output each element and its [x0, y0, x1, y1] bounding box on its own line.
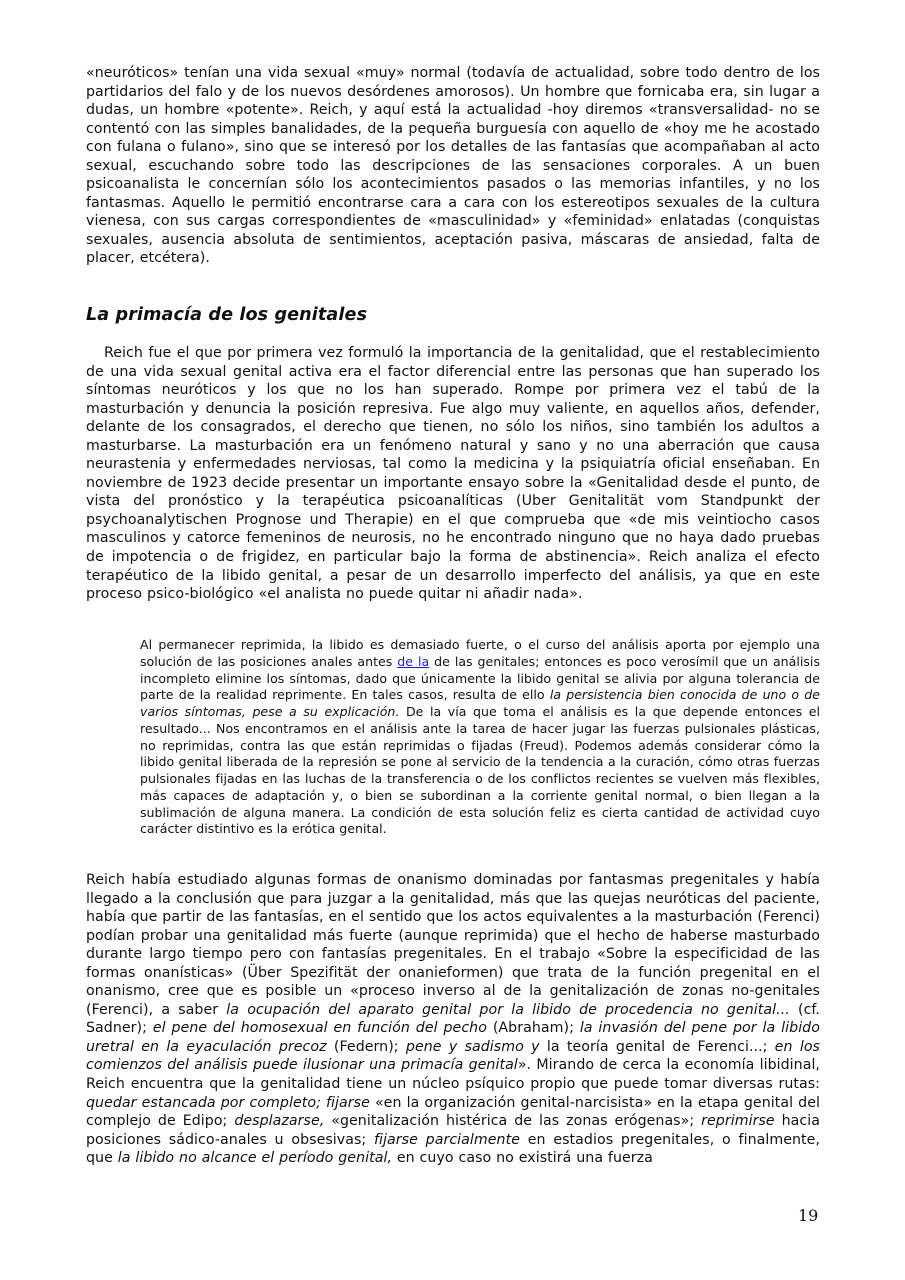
italic-segment: en los comienzos del análisis puede ilusionar una primacía genital [86, 1038, 820, 1074]
quote-text-end: De la vía que toma el análisis es la que depende entonces el resultado... Nos encontramos en el análisis ante la tarea de hacer jugar las fuerzas pulsionales plásticas, no reprimidas, contra las que están reprimidas o fijadas (Freud). Podemos además considerar cómo la libido genital liberada de la represión se pone al servicio de la tendencia a la curación, cómo otras fuerzas pulsionales fijadas en las luchas de la transferencia o de los conflictos recientes se vuelven más flexibles, más capaces de adaptación y, o bien se subordinan a la corriente genital normal, o bien llegan a la sublimación de alguna manera. La condición de esta solución feliz es cierta cantidad de actividad cuyo carácter distintivo es la erótica genital. [140, 704, 820, 837]
quote-text-after-link: de las genitales; entonces es poco verosímil que un análisis incompleto elimine los síntomas, dado que únicamente la libido genital se alivia por alguna tolerancia de parte de la realidad reprimente. En tales casos, resulta de ello [140, 653, 820, 703]
quote-italic-text: la persistencia bien conocida de uno o de varios síntomas, pese a su explicación. [140, 687, 820, 719]
text-segment: la teoría genital de Ferenci...; [539, 1038, 775, 1055]
text-segment: ». Mirando de cerca la economía libidinal, Reich encuentra que la genitalidad tiene un núcleo psíquico propio que puede tomar diversas rutas: [86, 1057, 820, 1093]
italic-segment: reprimirse [701, 1113, 775, 1130]
italic-segment: el pene del homosexual en función del pecho [152, 1020, 487, 1037]
italic-segment: quedar estancada por completo; fijarse [86, 1094, 370, 1111]
text-segment: «genitalización histérica de las zonas erógenas»; [324, 1113, 702, 1130]
text-segment: (cf. Sadner); [86, 1001, 820, 1037]
paragraph-neuroticos [86, 64, 820, 268]
block-quote [140, 637, 820, 838]
italic-segment: fijarse parcialmente [374, 1131, 520, 1148]
text-segment: «en la organización genital-narcisista» en la etapa genital del complejo de Edipo; [86, 1094, 820, 1130]
italic-segment: la invasión del pene por la libido uretral en la eyaculación precoz [86, 1020, 820, 1055]
italic-segment: la ocupación del aparato genital por la libido de procedencia no genital... [226, 1001, 790, 1018]
quote-link[interactable]: de la [397, 653, 430, 669]
paragraph-onanismo [86, 871, 820, 1168]
text-segment: en estadios pregenitales, o finalmente, que [86, 1131, 820, 1167]
italic-segment: desplazarse, [234, 1113, 325, 1130]
paragraph-primacia: Reich fue el que por primera vez formuló la importancia de la genitalidad, que el restablecimiento de una vida sexual genital activa era el factor diferencial entre las personas que han superado los síntomas neuróticos y los que no los han superado. Rompe por primera vez el tabú de la masturbación y denuncia la posición represiva. Fue algo muy valiente, en aquellos años, defender, delante de los consagrados, el derecho que tienen, no sólo los niños, sino también los adultos a masturbarse. La masturbación era un fenómeno natural y sano y no una aberración que causa neurastenia y enfermedades nerviosas, tal como la medicina y la psiquiatría oficial enseñaban. En noviembre de 1923 decide presentar un importante ensayo sobre la «Genitalidad desde el punto, de vista del pronóstico y la terapéutica psicoanalíticas (Uber Genitalität vom Standpunkt der psychoanalytischen Prognose und Therapie) en el que comprueba que «de mis veintiocho casos masculinos y catorce femeninos de neurosis, no he encontrado ninguno que no haya dado pruebas de impotencia o de frigidez, en particular bajo la forma de abstinencia». Reich analiza el efecto terapéutico de la libido genital, a pesar de un desarrollo imperfecto del análisis, ya que en este proceso psico-biológico «el analista no puede quitar ni añadir nada». [86, 345, 820, 603]
page-number: 19 [798, 1206, 819, 1225]
text-segment: en cuyo caso no existirá una fuerza [392, 1150, 653, 1167]
text-segment: (Federn); [326, 1038, 406, 1055]
italic-segment: la libido no alcance el período genital, [117, 1150, 393, 1167]
text-segment: Reich había estudiado algunas formas de onanismo dominadas por fantasmas pregenitales y había llegado a la conclusión que para juzgar a la genitalidad, más que las quejas neuróticas del paciente, había que partir de las fantasías, en el sentido que los actos equivalentes a la masturbación (Ferenci) podían probar una genitalidad más fuerte (aunque reprimida) que el hecho de haberse masturbado durante largo tiempo pero con fantasías pregenitales. En el trabajo «Sobre la especificidad de las formas onanísticas» (Über Spezifität der onanieformen) que trata de la función pregenital en el onanismo, cree que es posible un «proceso inverso al de la genitalización de zonas no-genitales (Ferenci), a saber [86, 872, 820, 1018]
section-heading: La primacía de los genitales [86, 305, 368, 325]
paragraph-text: «neuróticos» tenían una vida sexual «muy» normal (todavía de actualidad, sobre todo dentro de los partidarios del falo y de los nuevos desórdenes amorosos). Un hombre que fornicaba era, sin lugar a dudas, un hombre «potente». Reich, y aquí está la actualidad -hoy diremos «transversalidad- no se contentó con las simples banalidades, de la pequeña burguesía con aquello de «hoy me he acostado con fulana o fulano», sino que se interesó por los detalles de las fantasías que acompañaban al acto sexual, escuchando sobre todo las descripciones de las sensaciones corporales. A un buen psicoanalista le concernían sólo los acontecimientos pasados o las memorias infantiles, y no los fantasmas. Aquello le permitió encontrarse cara a cara con los estereotipos sexuales de la cultura vienesa, con sus cargas correspondientes de «masculinidad» y «feminidad» enlatadas (conquistas sexuales, ausencia absoluta de sentimientos, aceptación pasiva, máscaras de ansiedad, falta de placer, etcétera). [86, 65, 820, 267]
quote-text-before-link: Al permanecer reprimida, la libido es demasiado fuerte, o el curso del análisis aporta por ejemplo una solución de las posiciones anales antes [140, 637, 820, 669]
italic-segment: pene y sadismo y [405, 1038, 540, 1055]
text-segment: (Abraham); [486, 1020, 580, 1037]
text-segment: hacia posiciones sádico-anales u obsesivas; [86, 1113, 820, 1148]
